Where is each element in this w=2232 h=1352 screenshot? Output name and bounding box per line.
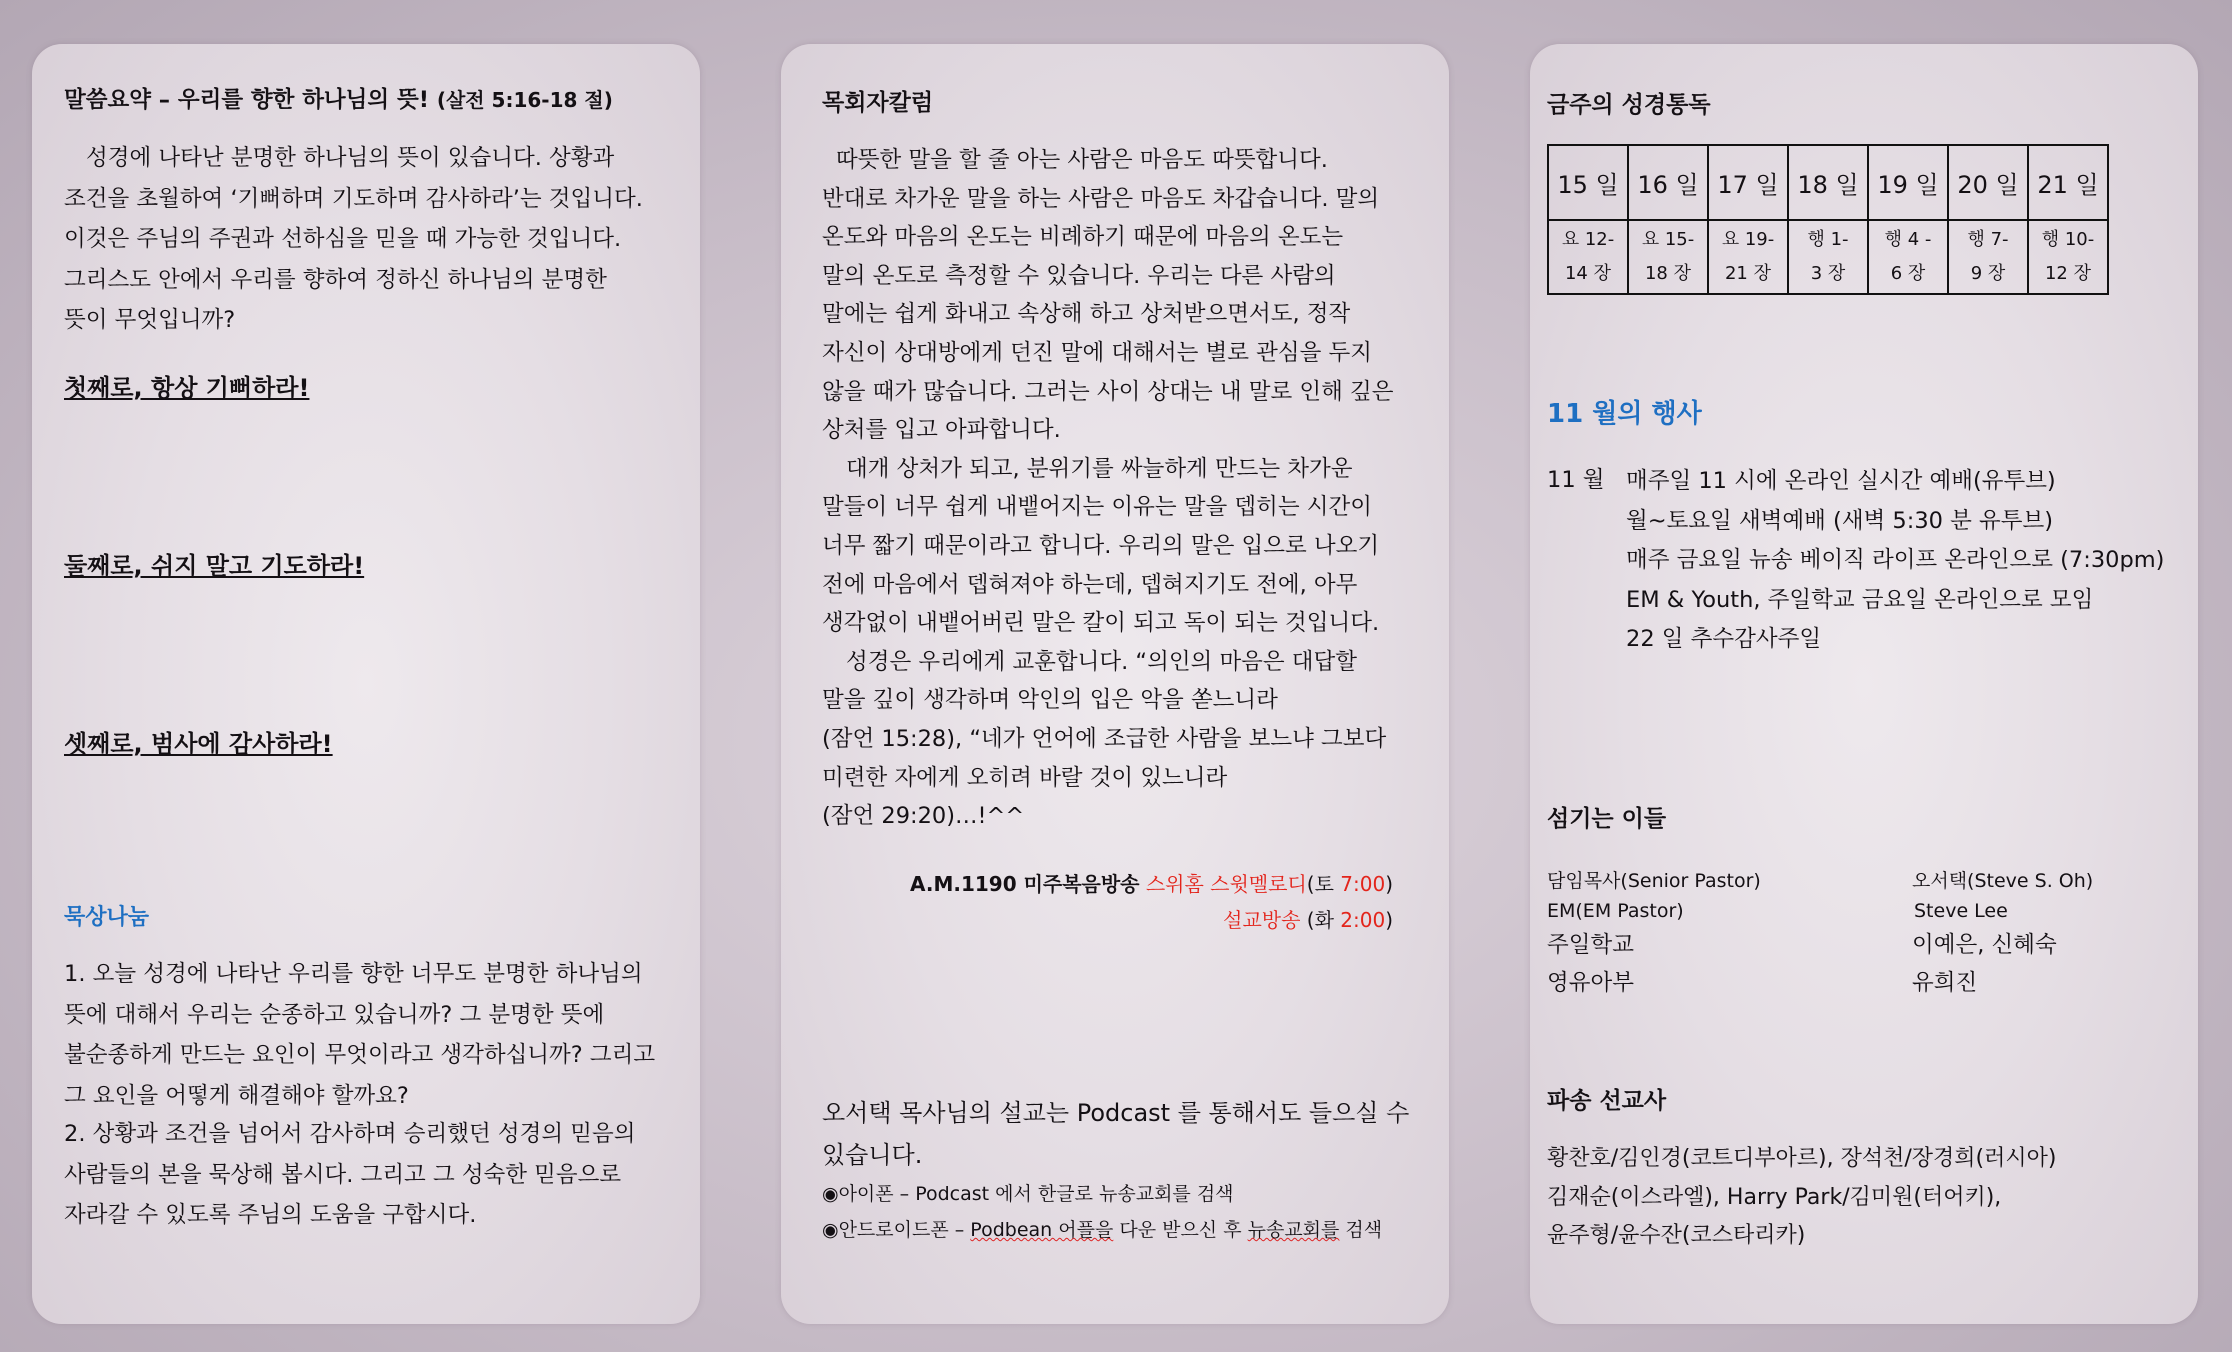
column-line: 말들이 너무 쉽게 내뱉어지는 이유는 말을 뎁히는 시간이 [822, 494, 1372, 521]
missionary-line: 김재순(이스라엘), Harry Park/김미원(터어키), [1547, 1184, 2002, 1210]
event-item: 매주 금요일 뉴송 베이직 라이프 온라인으로 (7:30pm) [1626, 547, 2165, 573]
podcast-line: 있습니다. [822, 1141, 923, 1169]
column-line: 전에 마음에서 뎁혀져야 하는데, 뎁혀지기도 전에, 아무 [822, 571, 1358, 598]
event-item: EM & Youth, 주일학교 금요일 온라인으로 모임 [1626, 586, 2094, 613]
android-prefix: ◉안드로이드폰 – [822, 1219, 971, 1241]
point-one-heading: 첫째로, 항상 기뻐하라! [64, 374, 310, 402]
question-line: 사람들의 본을 묵상해 봅시다. 그리고 그 성숙한 믿음으로 [64, 1161, 622, 1188]
bible-reading-cell: 요 15- 18 장 [1628, 220, 1708, 294]
sermon-intro [64, 138, 684, 341]
bible-reading-table [1547, 144, 2109, 295]
bible-day-cell: 19 일 [1868, 145, 1948, 220]
sermon-intro-line: 성경에 나타난 분명한 하나님의 뜻이 있습니다. 상황과 [86, 145, 615, 171]
column-line: 말에는 쉽게 화내고 속상해 하고 상처받으면서도, 정작 [822, 301, 1351, 328]
point-two-heading: 둘째로, 쉬지 말고 기도하라! [64, 552, 365, 580]
bible-reading-cell: 요 19- 21 장 [1708, 220, 1788, 294]
event-item: 매주일 11 시에 온라인 실시간 예배(유투브) [1626, 468, 2056, 494]
point-three-heading: 셋째로, 범사에 감사하라! [64, 730, 333, 758]
column-line: 따뜻한 말을 할 줄 아는 사람은 마음도 따뜻합니다. [836, 147, 1328, 173]
radio-line-2 [1223, 904, 1393, 933]
column-line: 생각없이 내뱉어버린 말은 칼이 되고 독이 되는 것입니다. [822, 610, 1380, 637]
column-line: 자신이 상대방에게 던진 말에 대해서는 별로 관심을 두지 [822, 339, 1372, 366]
meditation-question-1 [64, 954, 684, 1116]
column-line: 반대로 차가운 말을 하는 사람은 마음도 차갑습니다. 말의 [822, 185, 1380, 212]
servants-title: 섬기는 이들 [1547, 806, 1667, 832]
pastor-column-panel [781, 44, 1449, 1324]
column-line: 않을 때가 많습니다. 그러는 사이 상대는 내 말로 인해 깊은 [822, 378, 1394, 405]
radio-day-1: (토 [1306, 872, 1334, 896]
sermon-intro-line: 뜻이 무엇입니까? [64, 307, 236, 333]
sermon-title-main: 말씀요약 – 우리를 향한 하나님의 뜻! [64, 87, 429, 113]
column-line: 너무 짧기 때문이라고 합니다. 우리의 말은 입으로 나오기 [822, 532, 1380, 559]
missionaries-title: 파송 선교사 [1547, 1088, 1667, 1114]
column-line: (잠언 15:28), “네가 언어에 조급한 사람을 보느냐 그보다 [822, 725, 1387, 752]
column-line: 대개 상처가 되고, 분위기를 싸늘하게 만드는 차가운 [846, 455, 1353, 482]
servant-role: 담임목사(Senior Pastor) [1547, 870, 1761, 892]
column-line: 상처를 입고 아파합니다. [822, 417, 1061, 444]
question-line: 자라갈 수 있도록 주님의 도움을 구합시다. [64, 1202, 477, 1228]
radio-program-2: 설교방송 [1223, 908, 1301, 932]
question-line: 2. 상황과 조건을 넘어서 감사하며 승리했던 성경의 믿음의 [64, 1121, 636, 1147]
question-line: 뜻에 대해서 우리는 순종하고 있습니까? 그 분명한 뜻에 [64, 1001, 605, 1028]
bible-reading-cell: 행 4 - 6 장 [1868, 220, 1948, 294]
podcast-instructions [822, 1176, 1382, 1248]
radio-station: A.M.1190 미주복음방송 [910, 872, 1140, 896]
bible-day-cell: 17 일 [1708, 145, 1788, 220]
bible-reading-cell: 행 1- 3 장 [1788, 220, 1868, 294]
events-list [1626, 462, 2164, 660]
radio-line-1 [910, 868, 1393, 897]
meditation-heading: 묵상나눔 [64, 905, 150, 930]
column-line: 미련한 자에게 오히려 바랄 것이 있느니라 [822, 764, 1228, 791]
podcast-info [822, 1092, 1442, 1176]
bible-day-cell: 20 일 [1948, 145, 2028, 220]
radio-time-1: 7:00 [1340, 872, 1386, 896]
bible-day-cell: 18 일 [1788, 145, 1868, 220]
church-info-panel [1530, 44, 2198, 1324]
sermon-intro-line: 조건을 초월하여 ‘기뻐하며 기도하며 감사하라’는 것입니다. [64, 185, 643, 212]
sermon-intro-line: 그리스도 안에서 우리를 향하여 정하신 하나님의 분명한 [64, 266, 607, 293]
sermon-intro-line: 이것은 주님의 주권과 선하심을 믿을 때 가능한 것입니다. [64, 226, 622, 252]
android-church-name: 뉴송교회를 [1247, 1219, 1340, 1241]
question-line: 1. 오늘 성경에 나타난 우리를 향한 너무도 분명한 하나님의 [64, 961, 643, 987]
pastor-column-body [822, 141, 1442, 836]
bible-days-row [1548, 145, 2108, 220]
podcast-line: 오서택 목사님의 설교는 Podcast 를 통해서도 들으실 수 [822, 1099, 1410, 1127]
missionary-line: 황찬호/김인경(코트디부아르), 장석천/장경희(러시아) [1547, 1146, 2057, 1171]
meditation-question-2 [64, 1114, 684, 1236]
servant-name: 이예은, 신혜숙 [1912, 932, 2057, 958]
question-line: 불순종하게 만드는 요인이 무엇이라고 생각하십니까? 그리고 [64, 1042, 656, 1068]
iphone-instruction: ◉아이폰 – Podcast 에서 한글로 뉴송교회를 검색 [822, 1183, 1234, 1205]
column-line: 말을 깊이 생각하며 악인의 입은 악을 쏟느니라 [822, 687, 1278, 714]
radio-day-2: (화 [1306, 908, 1334, 932]
android-app-name: Podbean 어플을 [970, 1219, 1114, 1241]
bible-readings-row [1548, 220, 2108, 294]
event-item: 22 일 추수감사주일 [1626, 626, 1822, 652]
column-line: 성경은 우리에게 교훈합니다. “의인의 마음은 대답할 [846, 648, 1358, 675]
servant-name: 유희진 [1912, 970, 1978, 996]
android-suffix: 검색 [1339, 1219, 1383, 1241]
events-month: 11 월 [1547, 467, 1605, 493]
radio-time-2: 2:00 [1340, 908, 1386, 932]
column-line: 말의 온도로 측정할 수 있습니다. 우리는 다른 사람의 [822, 262, 1336, 289]
servant-name: 오서택(Steve S. Oh) [1912, 870, 2094, 892]
radio-close-2: ) [1385, 908, 1393, 932]
sermon-summary-panel [32, 44, 700, 1324]
bible-reading-cell: 행 10- 12 장 [2028, 220, 2108, 294]
servant-role: 영유아부 [1547, 970, 1634, 996]
bible-day-cell: 16 일 [1628, 145, 1708, 220]
sermon-title [64, 82, 613, 114]
missionary-line: 윤주형/윤수잔(코스타리카) [1547, 1223, 1806, 1248]
radio-program-1: 스위홈 스윗멜로디 [1145, 872, 1307, 896]
radio-close-1: ) [1385, 872, 1393, 896]
servant-row [1547, 866, 1761, 896]
android-instruction [822, 1212, 1382, 1248]
column-line: (잠언 29:20)…!^^ [822, 803, 1025, 830]
pastor-column-title: 목회자칼럼 [822, 90, 934, 116]
bible-day-cell: 21 일 [2028, 145, 2108, 220]
question-line: 그 요인을 어떻게 해결해야 할까요? [64, 1082, 409, 1109]
android-mid: 다운 받으신 후 [1113, 1219, 1248, 1241]
event-item: 월~토요일 새벽예배 (새벽 5:30 분 유투브) [1626, 507, 2053, 534]
bible-day-cell: 15 일 [1548, 145, 1628, 220]
bible-reading-cell: 행 7- 9 장 [1948, 220, 2028, 294]
bible-reading-title: 금주의 성경통독 [1547, 92, 1711, 118]
sermon-title-reference: (살전 5:16-18 절) [436, 88, 613, 112]
servant-role: EM(EM Pastor) [1547, 900, 1684, 922]
servant-name: Steve Lee [1914, 900, 2008, 922]
servant-role: 주일학교 [1547, 932, 1634, 958]
bible-reading-cell: 요 12- 14 장 [1548, 220, 1628, 294]
events-title: 11 월의 행사 [1547, 399, 1702, 429]
column-line: 온도와 마음의 온도는 비례하기 때문에 마음의 온도는 [822, 224, 1344, 251]
missionaries-list [1547, 1140, 2056, 1256]
